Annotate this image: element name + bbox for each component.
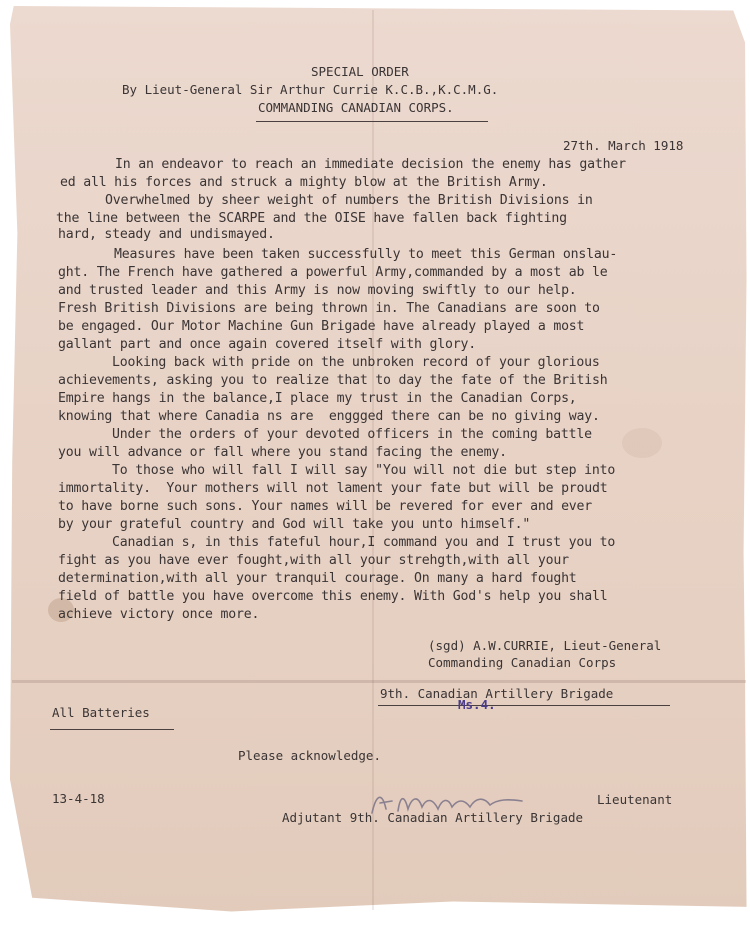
- body-line: Overwhelmed by sheer weight of numbers the British Divisions in: [105, 193, 593, 208]
- body-line: To those who will fall I will say "You will not die but step into: [112, 463, 616, 478]
- acknowledge-request: Please acknowledge.: [238, 748, 381, 763]
- signature-title: Commanding Canadian Corps: [428, 655, 617, 670]
- body-line: ed all his forces and struck a mighty blow at the British Army.: [60, 175, 548, 190]
- body-line: achievements, asking you to realize that to day the fate of the British: [58, 373, 608, 388]
- adjutant-line: Adjutant 9th. Canadian Artillery Brigade: [282, 810, 584, 825]
- body-line: Under the orders of your devoted officers in the coming battle: [112, 427, 592, 442]
- officer-rank: Lieutenant: [597, 792, 673, 807]
- recipient: All Batteries: [52, 705, 150, 720]
- body-line: immortality. Your mothers will not lament your fate but will be proudt: [58, 481, 608, 496]
- vertical-fold-crease: [372, 10, 374, 910]
- body-line: by your grateful country and God will take you unto himself.": [58, 517, 531, 532]
- body-line: Fresh British Divisions are being thrown in. The Canadians are soon to: [58, 301, 600, 316]
- body-line: In an endeavor to reach an immediate decision the enemy has gather: [115, 157, 626, 172]
- ms-number: Ms.4.: [458, 697, 496, 712]
- order-date: 27th. March 1918: [563, 138, 684, 153]
- body-line: be engaged. Our Motor Machine Gun Brigade have already played a most: [58, 319, 585, 334]
- signature-line: (sgd) A.W.CURRIE, Lieut-General: [428, 638, 662, 653]
- command-line: COMMANDING CANADIAN CORPS.: [258, 100, 454, 115]
- body-line: achieve victory once more.: [58, 607, 260, 622]
- body-line: field of battle you have overcome this enemy. With God's help you shall: [58, 589, 608, 604]
- slip-date: 13-4-18: [52, 791, 105, 806]
- body-line: knowing that where Canadia ns are enggged there can be no giving way.: [58, 409, 600, 424]
- unit-underline: [378, 705, 670, 706]
- unit-name: 9th. Canadian Artillery Brigade: [380, 686, 614, 701]
- body-line: Measures have been taken successfully to meet this German onslau-: [114, 247, 618, 262]
- recipient-underline: [50, 729, 174, 730]
- order-title: SPECIAL ORDER: [311, 64, 409, 79]
- body-line: Empire hangs in the balance,I place my trust in the Canadian Corps,: [58, 391, 577, 406]
- body-line: Looking back with pride on the unbroken record of your glorious: [112, 355, 600, 370]
- body-line: and trusted leader and this Army is now moving swiftly to our help.: [58, 283, 577, 298]
- author-line: By Lieut-General Sir Arthur Currie K.C.B.,K.C.M.G.: [122, 82, 499, 97]
- body-line: fight as you have ever fought,with all your strehgth,with all your: [58, 553, 569, 568]
- body-line: determination,with all your tranquil courage. On many a hard fought: [58, 571, 577, 586]
- body-line: to have borne such sons. Your names will be revered for ever and ever: [58, 499, 593, 514]
- header-underline: [256, 121, 488, 122]
- body-line: hard, steady and undismayed.: [58, 227, 275, 242]
- paper-stain: [622, 428, 662, 458]
- body-line: Canadian s, in this fateful hour,I command you and I trust you to: [112, 535, 616, 550]
- body-line: ght. The French have gathered a powerful Army,commanded by a most ab le: [58, 265, 608, 280]
- body-line: you will advance or fall where you stand facing the enemy.: [58, 445, 507, 460]
- horizontal-fold-crease: [12, 680, 746, 683]
- body-line: gallant part and once again covered itself with glory.: [58, 337, 476, 352]
- body-line: the line between the SCARPE and the OISE have fallen back fighting: [56, 211, 567, 226]
